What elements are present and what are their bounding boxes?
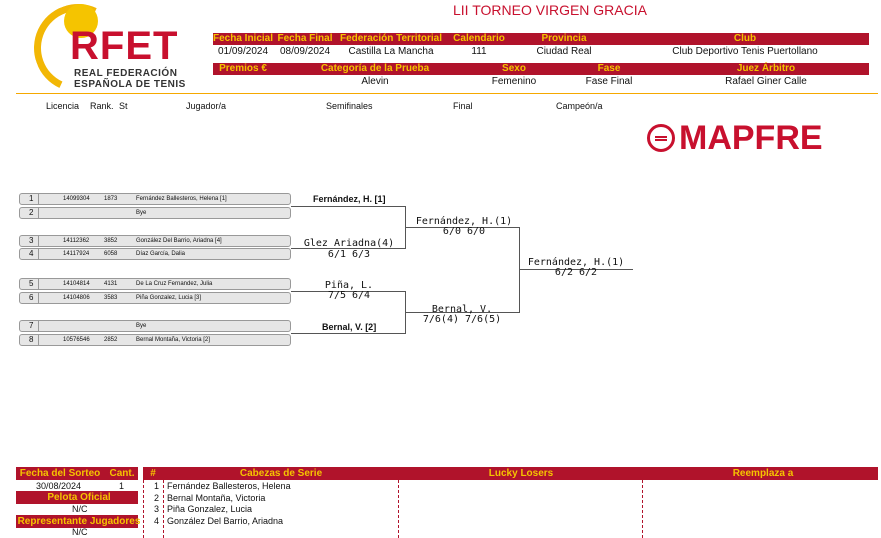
col-campeon: Campeón/a [556,101,603,111]
entry-position: 7 [29,321,34,330]
entry-rank: 3583 [104,295,118,301]
column-divider [642,480,643,538]
entry-position: 5 [29,279,34,288]
sponsor-logo [647,119,863,157]
entry-name: Fernández Ballesteros, Helena [1] [136,196,227,202]
draw-entry[interactable] [19,292,291,304]
fecha-sorteo-label: Fecha del Sorteo [19,468,101,479]
logo-line1: REAL FEDERACIÓN [74,68,178,79]
column-divider [163,480,164,538]
tournament-title: LII TORNEO VIRGEN GRACIA [453,2,647,18]
pelota-label: Pelota Oficial [47,492,111,503]
bottom-header-right [143,467,878,480]
cant-label: Cant. [109,468,135,479]
entry-name: Bernal Montaña, Victoria [2] [136,337,210,343]
entry-rank: 3852 [104,238,118,244]
entry-name: González Del Barrio, Ariadna [4] [136,238,222,244]
entry-licencia: 14117924 [63,251,90,257]
column-divider [143,480,144,538]
info-header-row1 [213,33,869,45]
col-jugador: Jugador/a [186,101,227,111]
r1-winner: Fernández, H. [1] [313,194,386,204]
mapfre-logo-icon [647,124,675,152]
seed-number: 3 [154,504,160,514]
col-semifinales: Semifinales [326,101,373,111]
representante-label: Representante Jugadores [17,516,141,527]
val-juez: Rafael Giner Calle [725,76,807,87]
draw-entry[interactable] [19,193,291,205]
r1-winner: Piña, L. [324,280,374,291]
entry-licencia: 14099304 [63,196,90,202]
champion-name: Fernández, H.(1) [527,257,625,268]
logo-brand: RFET [70,24,179,68]
hdr-calendario: Calendario [453,33,505,44]
entry-name: Bye [136,210,147,216]
col-st: St [119,101,128,111]
col-licencia: Licencia [46,101,80,111]
sf-score: 7/6(4) 7/6(5) [422,314,502,325]
info-header-row2 [213,63,869,75]
bracket-line [291,206,405,207]
r1-score: 6/1 6/3 [327,249,371,260]
entry-rank: 2852 [104,337,118,343]
seed-number: 4 [154,516,160,526]
r1-winner: Bernal, V. [2] [322,322,377,332]
entry-licencia: 14104806 [63,295,90,301]
sponsor-name: MAPFRE [679,119,823,157]
hdr-fecha-inicial: Fecha Inicial [212,33,274,44]
entry-position: 2 [29,208,34,217]
entry-name: Bye [136,323,147,329]
fecha-sorteo: 30/08/2024 [36,481,82,491]
entry-licencia: 14104814 [63,281,90,287]
entry-licencia: 10576546 [63,337,90,343]
entry-licencia: 14112362 [63,238,90,244]
entry-name: Piña Gonzalez, Lucia [3] [136,295,202,301]
bracket-line [291,333,405,334]
seed-name: González Del Barrio, Ariadna [167,516,284,526]
val-sexo: Femenino [491,76,537,87]
entry-name: Díaz García, Dalia [136,251,186,257]
r1-score: 7/5 6/4 [327,290,371,301]
val-fecha-final: 08/09/2024 [279,46,331,57]
column-divider [398,480,399,538]
entry-position: 6 [29,293,34,302]
hdr-federacion: Federación Territorial [339,33,443,44]
hdr-fecha-final: Fecha Final [277,33,333,44]
val-categoria: Alevin [361,76,389,87]
hdr-juez: Juez Árbitro [736,63,796,74]
bottom-header-left [16,467,138,480]
seed-name: Fernández Ballesteros, Helena [167,481,291,491]
draw-entry[interactable] [19,278,291,290]
draw-entry[interactable] [19,207,291,219]
hash-label: # [150,468,156,479]
cant: 1 [119,481,125,491]
reemplaza-label: Reemplaza a [732,468,794,479]
val-fecha-inicial: 01/09/2024 [217,46,269,57]
draw-entry[interactable] [19,235,291,247]
entry-name: De La Cruz Fernandez, Julia [136,281,213,287]
col-rank: Rank. [90,101,114,111]
hdr-fase: Fase [597,63,621,74]
entry-rank: 1873 [104,196,118,202]
header-divider [16,93,878,94]
draw-entry[interactable] [19,334,291,346]
seed-name: Piña Gonzalez, Lucia [167,504,253,514]
final-score: 6/2 6/2 [554,267,598,278]
val-federacion: Castilla La Mancha [348,46,434,57]
entry-rank: 6058 [104,251,118,257]
val-club: Club Deportivo Tenis Puertollano [672,46,818,57]
lucky-label: Lucky Losers [488,468,554,479]
cabezas-label: Cabezas de Serie [239,468,323,479]
entry-rank: 4131 [104,281,118,287]
hdr-provincia: Provincia [541,33,587,44]
r1-winner: Glez Ariadna(4) [303,238,395,249]
sf-winner: Fernández, H.(1) [415,216,513,227]
sf-winner: Bernal, V. [431,304,493,315]
val-provincia: Ciudad Real [536,46,592,57]
hdr-categoria: Categoría de la Prueba [320,63,430,74]
entry-position: 8 [29,335,34,344]
val-calendario: 111 [471,46,487,57]
hdr-club: Club [733,33,757,44]
seed-number: 2 [154,493,160,503]
sf-score: 6/0 6/0 [442,226,486,237]
seed-name: Bernal Montaña, Victoria [167,493,266,503]
logo-line2: ESPAÑOLA DE TENIS [74,79,186,90]
draw-entry[interactable] [19,248,291,260]
pelota: N/C [72,504,88,514]
bracket-line [519,227,520,313]
hdr-premios: Premios € [219,63,267,74]
seed-number: 1 [154,481,160,491]
entry-position: 1 [29,194,34,203]
draw-entry[interactable] [19,320,291,332]
representante: N/C [72,527,88,537]
pelota-header [16,491,138,504]
hdr-sexo: Sexo [502,63,526,74]
col-final: Final [453,101,473,111]
rfet-logo [30,2,220,94]
entry-position: 3 [29,236,34,245]
val-fase: Fase Final [585,76,633,87]
entry-position: 4 [29,249,34,258]
